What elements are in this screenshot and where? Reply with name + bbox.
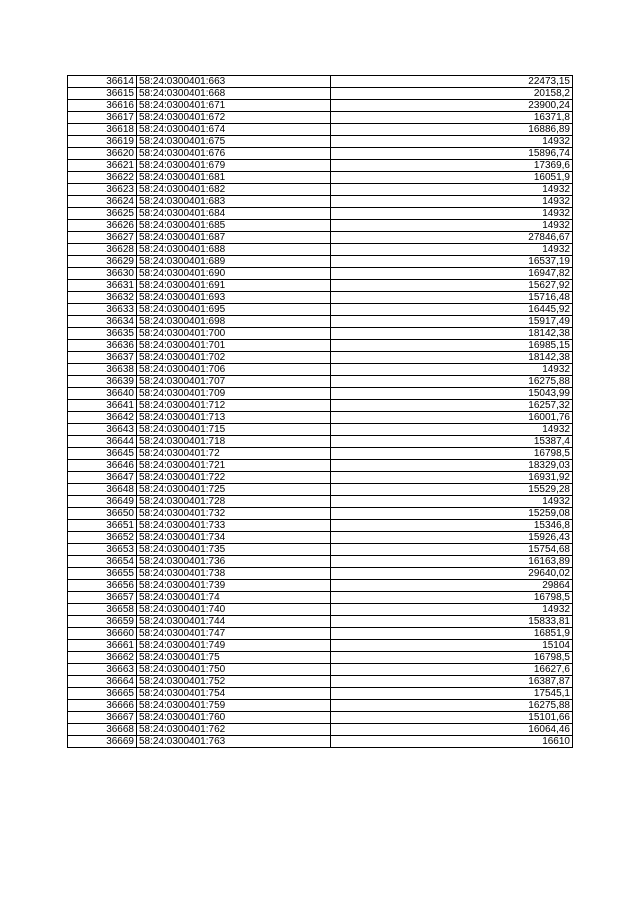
value-cell: 15101,66 <box>331 712 573 724</box>
row-id-cell: 36616 <box>68 100 137 112</box>
cadastral-number-cell: 58:24:0300401:752 <box>137 676 331 688</box>
table-row <box>68 112 573 124</box>
value-cell: 15043,99 <box>331 388 573 400</box>
cadastral-number-cell: 58:24:0300401:674 <box>137 124 331 136</box>
value-cell: 16445,92 <box>331 304 573 316</box>
table-row <box>68 724 573 736</box>
row-id-cell: 36659 <box>68 616 137 628</box>
cadastral-number-cell: 58:24:0300401:759 <box>137 700 331 712</box>
table-row <box>68 568 573 580</box>
row-id-cell: 36631 <box>68 280 137 292</box>
table-row <box>68 736 573 748</box>
cadastral-number-cell: 58:24:0300401:763 <box>137 736 331 748</box>
row-id-cell: 36661 <box>68 640 137 652</box>
value-cell: 15926,43 <box>331 532 573 544</box>
value-cell: 18329,03 <box>331 460 573 472</box>
cadastral-number-cell: 58:24:0300401:691 <box>137 280 331 292</box>
row-id-cell: 36638 <box>68 364 137 376</box>
table-row <box>68 364 573 376</box>
table-row <box>68 616 573 628</box>
row-id-cell: 36662 <box>68 652 137 664</box>
table-row <box>68 640 573 652</box>
table-row <box>68 220 573 232</box>
table-row <box>68 484 573 496</box>
table-row <box>68 172 573 184</box>
table-row <box>68 700 573 712</box>
cadastral-number-cell: 58:24:0300401:690 <box>137 268 331 280</box>
row-id-cell: 36649 <box>68 496 137 508</box>
table-row <box>68 244 573 256</box>
table-row <box>68 400 573 412</box>
row-id-cell: 36620 <box>68 148 137 160</box>
cadastral-number-cell: 58:24:0300401:750 <box>137 664 331 676</box>
cadastral-number-cell: 58:24:0300401:663 <box>137 76 331 88</box>
value-cell: 16163,89 <box>331 556 573 568</box>
value-cell: 16257,32 <box>331 400 573 412</box>
table-row <box>68 148 573 160</box>
row-id-cell: 36635 <box>68 328 137 340</box>
table-row <box>68 124 573 136</box>
table-row <box>68 160 573 172</box>
table-row <box>68 208 573 220</box>
table-row <box>68 88 573 100</box>
cadastral-number-cell: 58:24:0300401:713 <box>137 412 331 424</box>
table-row <box>68 412 573 424</box>
value-cell: 15716,48 <box>331 292 573 304</box>
cadastral-number-cell: 58:24:0300401:734 <box>137 532 331 544</box>
table-row <box>68 352 573 364</box>
cadastral-number-cell: 58:24:0300401:684 <box>137 208 331 220</box>
value-cell: 14932 <box>331 364 573 376</box>
table-row <box>68 292 573 304</box>
row-id-cell: 36652 <box>68 532 137 544</box>
value-cell: 16371,8 <box>331 112 573 124</box>
table-row <box>68 532 573 544</box>
value-cell: 14932 <box>331 184 573 196</box>
cadastral-number-cell: 58:24:0300401:735 <box>137 544 331 556</box>
table-row <box>68 472 573 484</box>
value-cell: 16947,82 <box>331 268 573 280</box>
row-id-cell: 36646 <box>68 460 137 472</box>
row-id-cell: 36617 <box>68 112 137 124</box>
cadastral-number-cell: 58:24:0300401:688 <box>137 244 331 256</box>
value-cell: 16051,9 <box>331 172 573 184</box>
table-row <box>68 256 573 268</box>
row-id-cell: 36658 <box>68 604 137 616</box>
cadastral-number-cell: 58:24:0300401:722 <box>137 472 331 484</box>
table-row <box>68 496 573 508</box>
value-cell: 16985,15 <box>331 340 573 352</box>
cadastral-number-cell: 58:24:0300401:728 <box>137 496 331 508</box>
value-cell: 15754,68 <box>331 544 573 556</box>
row-id-cell: 36665 <box>68 688 137 700</box>
value-cell: 16275,88 <box>331 376 573 388</box>
cadastral-number-cell: 58:24:0300401:685 <box>137 220 331 232</box>
value-cell: 18142,38 <box>331 328 573 340</box>
row-id-cell: 36641 <box>68 400 137 412</box>
value-cell: 15833,81 <box>331 616 573 628</box>
cadastral-number-cell: 58:24:0300401:675 <box>137 136 331 148</box>
row-id-cell: 36639 <box>68 376 137 388</box>
row-id-cell: 36667 <box>68 712 137 724</box>
cadastral-number-cell: 58:24:0300401:676 <box>137 148 331 160</box>
table-row <box>68 676 573 688</box>
row-id-cell: 36657 <box>68 592 137 604</box>
value-cell: 14932 <box>331 220 573 232</box>
value-cell: 16886,89 <box>331 124 573 136</box>
row-id-cell: 36643 <box>68 424 137 436</box>
table-row <box>68 628 573 640</box>
cadastral-number-cell: 58:24:0300401:740 <box>137 604 331 616</box>
table-row <box>68 604 573 616</box>
value-cell: 16931,92 <box>331 472 573 484</box>
table-row <box>68 424 573 436</box>
value-cell: 16851,9 <box>331 628 573 640</box>
value-cell: 16001,76 <box>331 412 573 424</box>
row-id-cell: 36664 <box>68 676 137 688</box>
value-cell: 14932 <box>331 196 573 208</box>
value-cell: 15104 <box>331 640 573 652</box>
row-id-cell: 36669 <box>68 736 137 748</box>
row-id-cell: 36624 <box>68 196 137 208</box>
table-row <box>68 544 573 556</box>
cadastral-number-cell: 58:24:0300401:738 <box>137 568 331 580</box>
table-row <box>68 652 573 664</box>
value-cell: 18142,38 <box>331 352 573 364</box>
row-id-cell: 36633 <box>68 304 137 316</box>
cadastral-number-cell: 58:24:0300401:702 <box>137 352 331 364</box>
table-row <box>68 340 573 352</box>
cadastral-number-cell: 58:24:0300401:672 <box>137 112 331 124</box>
table-row <box>68 184 573 196</box>
value-cell: 23900,24 <box>331 100 573 112</box>
value-cell: 17369,6 <box>331 160 573 172</box>
row-id-cell: 36656 <box>68 580 137 592</box>
row-id-cell: 36634 <box>68 316 137 328</box>
table-row <box>68 100 573 112</box>
value-cell: 16064,46 <box>331 724 573 736</box>
cadastral-number-cell: 58:24:0300401:683 <box>137 196 331 208</box>
value-cell: 17545,1 <box>331 688 573 700</box>
table-row <box>68 712 573 724</box>
row-id-cell: 36615 <box>68 88 137 100</box>
table-row <box>68 328 573 340</box>
cadastral-number-cell: 58:24:0300401:760 <box>137 712 331 724</box>
table-row <box>68 436 573 448</box>
row-id-cell: 36642 <box>68 412 137 424</box>
row-id-cell: 36619 <box>68 136 137 148</box>
cadastral-number-cell: 58:24:0300401:74 <box>137 592 331 604</box>
cadastral-number-cell: 58:24:0300401:679 <box>137 160 331 172</box>
value-cell: 15259,08 <box>331 508 573 520</box>
row-id-cell: 36653 <box>68 544 137 556</box>
value-cell: 16610 <box>331 736 573 748</box>
table-row <box>68 508 573 520</box>
row-id-cell: 36637 <box>68 352 137 364</box>
value-cell: 22473,15 <box>331 76 573 88</box>
table-row <box>68 196 573 208</box>
value-cell: 14932 <box>331 208 573 220</box>
value-cell: 16275,88 <box>331 700 573 712</box>
row-id-cell: 36648 <box>68 484 137 496</box>
value-cell: 14932 <box>331 244 573 256</box>
row-id-cell: 36655 <box>68 568 137 580</box>
cadastral-number-cell: 58:24:0300401:75 <box>137 652 331 664</box>
row-id-cell: 36621 <box>68 160 137 172</box>
row-id-cell: 36627 <box>68 232 137 244</box>
table-row <box>68 136 573 148</box>
value-cell: 14932 <box>331 136 573 148</box>
value-cell: 16387,87 <box>331 676 573 688</box>
table-row <box>68 460 573 472</box>
table-row <box>68 688 573 700</box>
cadastral-number-cell: 58:24:0300401:695 <box>137 304 331 316</box>
cadastral-number-cell: 58:24:0300401:715 <box>137 424 331 436</box>
cadastral-number-cell: 58:24:0300401:72 <box>137 448 331 460</box>
table-row <box>68 664 573 676</box>
value-cell: 14932 <box>331 496 573 508</box>
value-cell: 15917,49 <box>331 316 573 328</box>
value-cell: 15529,28 <box>331 484 573 496</box>
table-row <box>68 592 573 604</box>
table-row <box>68 316 573 328</box>
row-id-cell: 36632 <box>68 292 137 304</box>
value-cell: 15896,74 <box>331 148 573 160</box>
cadastral-number-cell: 58:24:0300401:671 <box>137 100 331 112</box>
cadastral-number-cell: 58:24:0300401:721 <box>137 460 331 472</box>
row-id-cell: 36666 <box>68 700 137 712</box>
cadastral-number-cell: 58:24:0300401:739 <box>137 580 331 592</box>
row-id-cell: 36630 <box>68 268 137 280</box>
cadastral-number-cell: 58:24:0300401:693 <box>137 292 331 304</box>
row-id-cell: 36651 <box>68 520 137 532</box>
cadastral-number-cell: 58:24:0300401:689 <box>137 256 331 268</box>
cadastral-number-cell: 58:24:0300401:706 <box>137 364 331 376</box>
table-row <box>68 280 573 292</box>
row-id-cell: 36650 <box>68 508 137 520</box>
value-cell: 15346,8 <box>331 520 573 532</box>
row-id-cell: 36660 <box>68 628 137 640</box>
row-id-cell: 36629 <box>68 256 137 268</box>
table-row <box>68 304 573 316</box>
value-cell: 29640,02 <box>331 568 573 580</box>
table-row <box>68 448 573 460</box>
value-cell: 27846,67 <box>331 232 573 244</box>
row-id-cell: 36668 <box>68 724 137 736</box>
table-row <box>68 520 573 532</box>
table-row <box>68 268 573 280</box>
data-table <box>67 75 573 748</box>
cadastral-number-cell: 58:24:0300401:709 <box>137 388 331 400</box>
row-id-cell: 36645 <box>68 448 137 460</box>
value-cell: 15387,4 <box>331 436 573 448</box>
value-cell: 15627,92 <box>331 280 573 292</box>
cadastral-number-cell: 58:24:0300401:698 <box>137 316 331 328</box>
row-id-cell: 36663 <box>68 664 137 676</box>
row-id-cell: 36614 <box>68 76 137 88</box>
cadastral-number-cell: 58:24:0300401:736 <box>137 556 331 568</box>
cadastral-number-cell: 58:24:0300401:718 <box>137 436 331 448</box>
table-row <box>68 556 573 568</box>
table-body <box>68 76 573 748</box>
value-cell: 16798,5 <box>331 448 573 460</box>
cadastral-number-cell: 58:24:0300401:700 <box>137 328 331 340</box>
cadastral-number-cell: 58:24:0300401:744 <box>137 616 331 628</box>
cadastral-number-cell: 58:24:0300401:681 <box>137 172 331 184</box>
row-id-cell: 36654 <box>68 556 137 568</box>
value-cell: 16537,19 <box>331 256 573 268</box>
cadastral-number-cell: 58:24:0300401:687 <box>137 232 331 244</box>
cadastral-number-cell: 58:24:0300401:733 <box>137 520 331 532</box>
value-cell: 14932 <box>331 424 573 436</box>
row-id-cell: 36628 <box>68 244 137 256</box>
row-id-cell: 36622 <box>68 172 137 184</box>
value-cell: 20158,2 <box>331 88 573 100</box>
table-row <box>68 580 573 592</box>
value-cell: 16798,5 <box>331 592 573 604</box>
table-row <box>68 376 573 388</box>
row-id-cell: 36636 <box>68 340 137 352</box>
value-cell: 16627,6 <box>331 664 573 676</box>
row-id-cell: 36625 <box>68 208 137 220</box>
cadastral-number-cell: 58:24:0300401:701 <box>137 340 331 352</box>
row-id-cell: 36623 <box>68 184 137 196</box>
cadastral-number-cell: 58:24:0300401:725 <box>137 484 331 496</box>
cadastral-number-cell: 58:24:0300401:732 <box>137 508 331 520</box>
row-id-cell: 36644 <box>68 436 137 448</box>
row-id-cell: 36640 <box>68 388 137 400</box>
row-id-cell: 36647 <box>68 472 137 484</box>
row-id-cell: 36618 <box>68 124 137 136</box>
cadastral-number-cell: 58:24:0300401:668 <box>137 88 331 100</box>
cadastral-number-cell: 58:24:0300401:762 <box>137 724 331 736</box>
cadastral-number-cell: 58:24:0300401:707 <box>137 376 331 388</box>
row-id-cell: 36626 <box>68 220 137 232</box>
table-row <box>68 388 573 400</box>
cadastral-number-cell: 58:24:0300401:747 <box>137 628 331 640</box>
cadastral-number-cell: 58:24:0300401:712 <box>137 400 331 412</box>
table-row <box>68 232 573 244</box>
cadastral-number-cell: 58:24:0300401:749 <box>137 640 331 652</box>
cadastral-number-cell: 58:24:0300401:754 <box>137 688 331 700</box>
table-row <box>68 76 573 88</box>
value-cell: 16798,5 <box>331 652 573 664</box>
value-cell: 14932 <box>331 604 573 616</box>
cadastral-number-cell: 58:24:0300401:682 <box>137 184 331 196</box>
value-cell: 29864 <box>331 580 573 592</box>
